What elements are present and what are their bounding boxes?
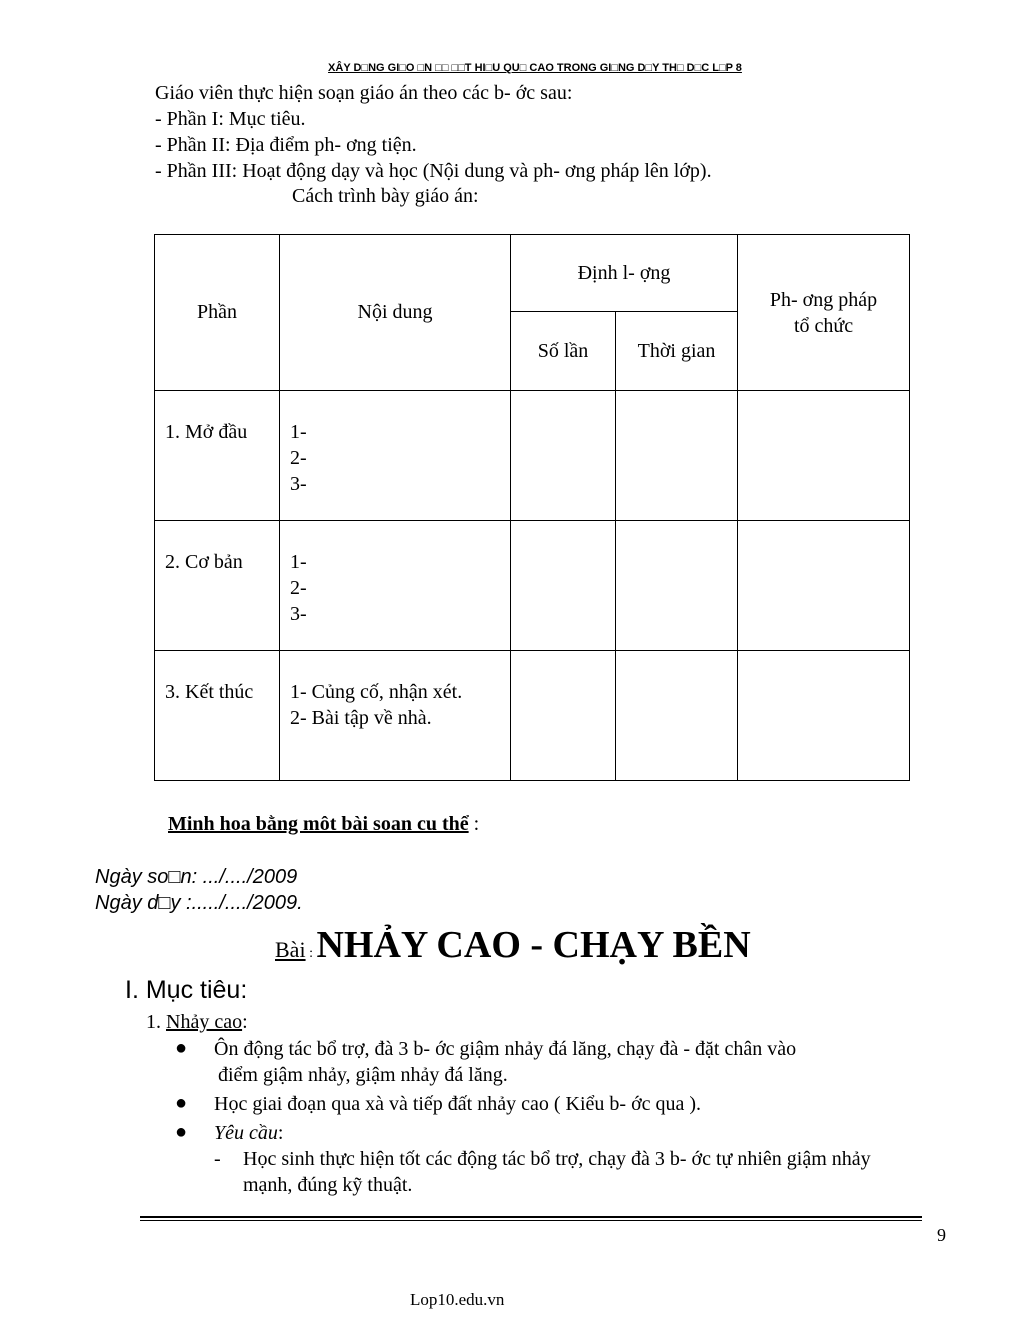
bullet-1-line-1: Ôn động tác bổ trợ, đà 3 b- ớc giậm nhảy đá lăng, chạy đà - đặt chân vào bbox=[214, 1038, 797, 1060]
row-noidung: 1- 2- 3- bbox=[280, 391, 511, 521]
date-day: Ngày d□y :...../..../2009. bbox=[95, 892, 303, 914]
subsection-title: 1. Nhảy cao: bbox=[146, 1011, 248, 1033]
row-phan: 1. Mở đầu bbox=[155, 391, 280, 521]
bullet-2: Học giai đoạn qua xà và tiếp đất nhảy cao ( Kiểu b- ớc qua ). bbox=[214, 1093, 702, 1115]
table-row bbox=[155, 651, 910, 781]
bullet-icon: ● bbox=[175, 1121, 188, 1143]
layout-heading: Cách trình bày giáo án: bbox=[292, 185, 479, 207]
page-header: XÂY D□NG GI□O □N □□ □□T HI□U QU□ CAO TRONG GI□NG D□Y TH□ D□C L□P 8 bbox=[328, 62, 742, 74]
bullet-icon: ● bbox=[175, 1092, 188, 1114]
header-phan: Phần bbox=[155, 235, 280, 391]
footer-rule bbox=[140, 1220, 922, 1221]
header-phuongphap: Ph- ơng pháp tổ chức bbox=[738, 235, 910, 391]
lesson-title-line: Bài : NHẢY CAO - CHẠY BỀN bbox=[275, 924, 751, 966]
intro-step-1: - Phần I: Mục tiêu. bbox=[155, 108, 306, 130]
row-noidung: 1- 2- 3- bbox=[280, 521, 511, 651]
bullet-1-line-2: điểm giậm nhảy, giậm nhảy đá lăng. bbox=[218, 1064, 508, 1086]
lesson-plan-table bbox=[154, 234, 910, 781]
table-row bbox=[155, 391, 910, 521]
intro-step-3: - Phần III: Hoạt động dạy và học (Nội dung và ph- ơng pháp lên lớp). bbox=[155, 160, 712, 182]
date-soan: Ngày so□n: .../..../2009 bbox=[95, 866, 298, 888]
page-number: 9 bbox=[937, 1225, 946, 1245]
intro-step-2: - Phần II: Địa điểm ph- ơng tiện. bbox=[155, 134, 417, 156]
row-phan: 2. Cơ bản bbox=[155, 521, 280, 651]
intro-lead: Giáo viên thực hiện soạn giáo án theo các b- ớc sau: bbox=[155, 82, 573, 104]
section-heading: I. Mục tiêu: bbox=[125, 976, 248, 1004]
bullet-3: Yêu cầu: bbox=[214, 1122, 284, 1144]
requirement-line-1: Học sinh thực hiện tốt các động tác bổ trợ, chạy đà 3 b- ớc tự nhiên giậm nhảy bbox=[243, 1148, 871, 1170]
dash-icon: - bbox=[214, 1148, 221, 1170]
example-heading: Minh hoa bằng môt bài soan cu thể : bbox=[168, 813, 480, 835]
header-thoigian: Thời gian bbox=[616, 312, 738, 391]
header-dinhluong: Định l- ợng bbox=[511, 235, 738, 312]
table-row bbox=[155, 521, 910, 651]
header-solan: Số lần bbox=[511, 312, 616, 391]
row-phan: 3. Kết thúc bbox=[155, 651, 280, 781]
footer-rule bbox=[140, 1216, 922, 1218]
header-noidung: Nội dung bbox=[280, 235, 511, 391]
site-name: Lop10.edu.vn bbox=[410, 1290, 505, 1309]
lesson-title: NHẢY CAO - CHẠY BỀN bbox=[316, 924, 751, 966]
requirement-line-2: mạnh, đúng kỹ thuật. bbox=[243, 1174, 413, 1196]
bullet-icon: ● bbox=[175, 1037, 188, 1059]
row-noidung: 1- Củng cố, nhận xét. 2- Bài tập về nhà. bbox=[280, 651, 511, 781]
lesson-prefix: Bài bbox=[275, 937, 306, 962]
